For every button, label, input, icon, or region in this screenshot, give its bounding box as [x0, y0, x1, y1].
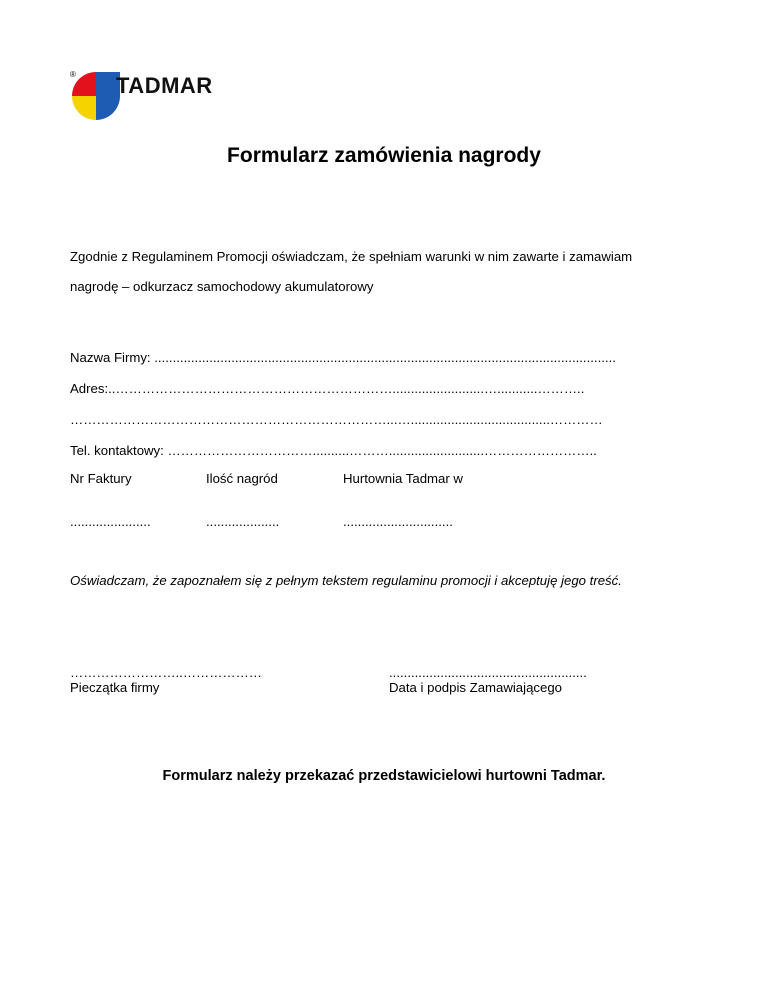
- stamp-signature-line[interactable]: ……………………..………………: [70, 665, 262, 680]
- address-field[interactable]: Adres:..……………………………………………………….........................…...........………..: [70, 381, 585, 396]
- date-signature-label: Data i podpis Zamawiającego: [389, 680, 562, 695]
- declaration-text: Oświadczam, że zapoznałem się z pełnym tekstem regulaminu promocji i akceptuję jego treść.: [70, 573, 622, 588]
- invoice-number-header: Nr Faktury: [70, 471, 132, 486]
- stamp-label: Pieczątka firmy: [70, 680, 160, 695]
- logo-yellow-quadrant: [72, 96, 96, 120]
- tadmar-logo: [70, 70, 220, 122]
- brand-name: TADMAR: [116, 73, 213, 98]
- footer-note: Formularz należy przekazać przedstawicielowi hurtowni Tadmar.: [162, 768, 606, 784]
- invoice-number-field[interactable]: ......................: [70, 514, 151, 529]
- registered-mark: ®: [70, 70, 76, 79]
- wholesaler-header: Hurtownia Tadmar w: [343, 471, 463, 486]
- phone-field[interactable]: Tel. kontaktowy: ……………………………..........………..........................……………………..: [70, 443, 597, 458]
- tadmar-logo-icon: [70, 70, 122, 122]
- prize-count-header: Ilość nagród: [206, 471, 278, 486]
- date-signature-line[interactable]: ......................................................: [389, 665, 587, 680]
- page-title: Formularz zamówienia nagrody: [227, 144, 541, 167]
- address-field-line-2[interactable]: ………………………………………………………………...…......................................…………: [70, 412, 603, 427]
- prize-count-field[interactable]: ....................: [206, 514, 280, 529]
- wholesaler-field[interactable]: ..............................: [343, 514, 453, 529]
- intro-line-2: nagrodę – odkurzacz samochodowy akumulatorowy: [70, 279, 374, 294]
- logo-blue-bottom-quadrant: [96, 96, 120, 120]
- company-name-field[interactable]: Nazwa Firmy: ..............................................................................................................................: [70, 350, 616, 365]
- intro-line-1: Zgodnie z Regulaminem Promocji oświadczam, że spełniam warunki w nim zawarte i zamawiam: [70, 249, 633, 264]
